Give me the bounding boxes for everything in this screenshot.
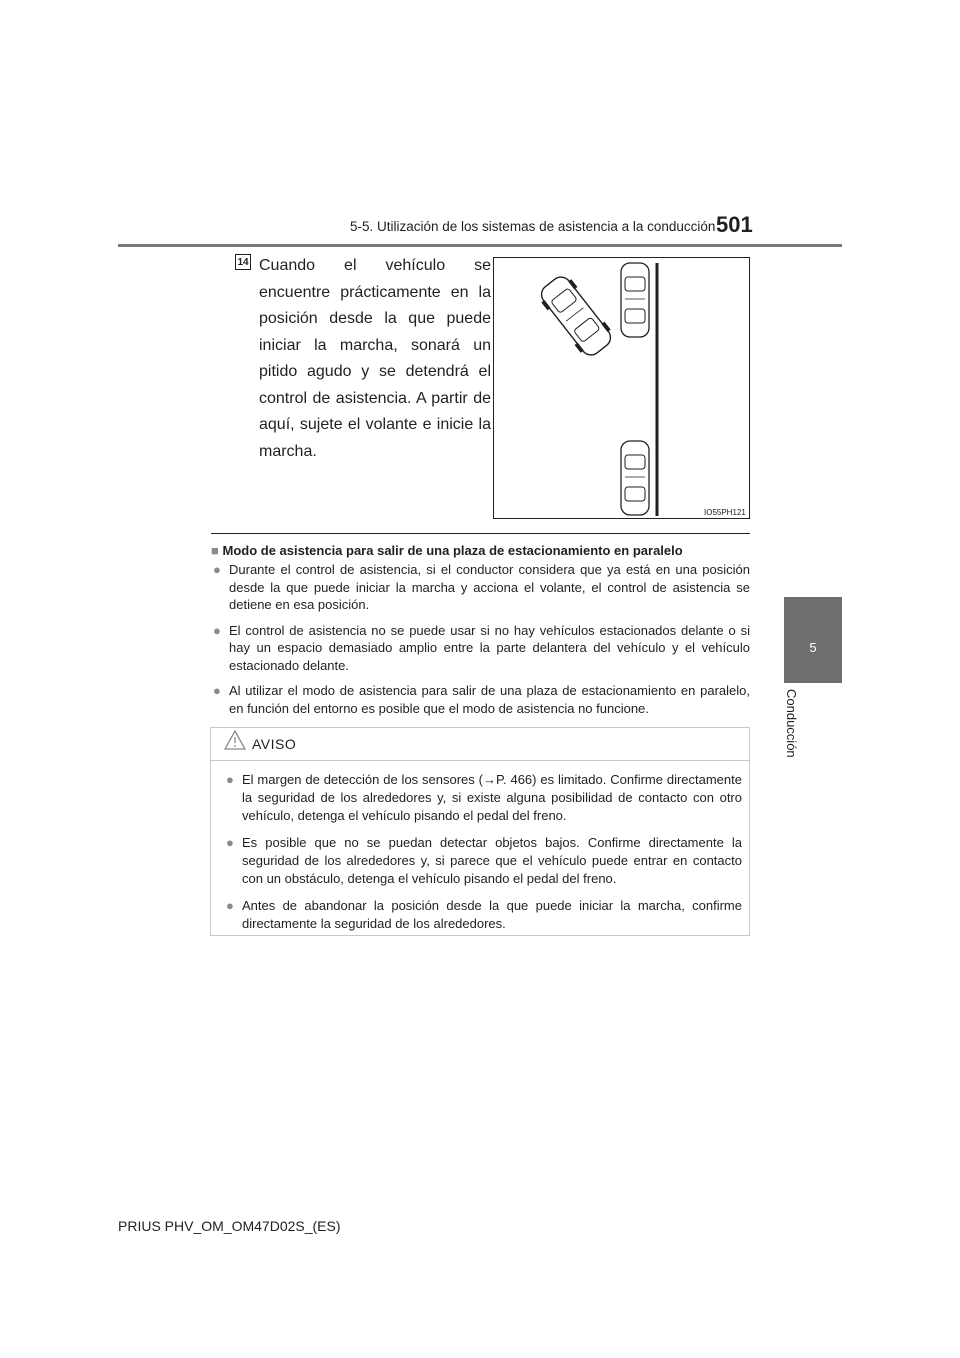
list-item	[226, 834, 742, 888]
bullet-dot-icon: ●	[213, 622, 221, 638]
list-item-text: Antes de abandonar la posición desde la que puede iniciar la marcha, confirme directamente la seguridad de los alrededores.	[242, 898, 742, 931]
section-heading-text: Modo de asistencia para salir de una plaza de estacionamiento en paralelo	[222, 543, 683, 558]
list-item-text: Al utilizar el modo de asistencia para salir de una plaza de estacionamiento en paralelo, en función del entorno es posible que el modo de asistencia no funcione.	[229, 683, 750, 716]
section-rule	[211, 533, 750, 534]
list-item-text: Es posible que no se puedan detectar objetos bajos. Confirme directamente la seguridad de los alrededores y, si parece que el vehículo puede entrar en contacto con un obstáculo, detenga el vehículo pisando el pedal del freno.	[242, 835, 742, 886]
list-item	[226, 897, 742, 933]
step-text: Cuando el vehículo se encuentre prácticamente en la posición desde la que puede iniciar la marcha, sonará un pitido agudo y se detendrá el control de asistencia. A partir de aquí, sujete el volante e inicie la marcha.	[259, 257, 491, 460]
list-item-text: El control de asistencia no se puede usar si no hay vehículos estacionados delante o si hay un espacio demasiado amplio entre la parte delantera del vehículo y el vehículo estacionado delante.	[229, 622, 750, 673]
list-item-text: El margen de detección de los sensores (→P. 466) es limitado. Confirme directamente la seguridad de los alrededores y, si existe alguna posibilidad de contacto con otro vehículo, detenga el vehículo pisando el pedal del freno.	[242, 772, 742, 823]
list-item-text: Durante el control de asistencia, si el conductor considera que ya está en una posición desde la que puede iniciar la marcha y acciona el volante, el control de asistencia se detiene en esa posición.	[229, 562, 750, 612]
header-rule	[118, 244, 842, 247]
section-heading	[211, 543, 683, 558]
section-bullet-list	[213, 561, 750, 725]
warning-triangle-icon	[224, 730, 246, 755]
parking-diagram	[494, 258, 749, 518]
warning-bullet-list	[226, 771, 742, 942]
square-bullet-icon: ■	[211, 543, 219, 558]
step-number-badge: 14	[235, 254, 251, 270]
bullet-dot-icon: ●	[213, 562, 221, 577]
list-item	[226, 771, 742, 825]
parked-car-icon	[621, 263, 649, 337]
list-item	[213, 622, 750, 675]
bullet-dot-icon: ●	[226, 835, 234, 850]
parking-illustration	[493, 257, 750, 519]
figure-code: IO55PH121	[704, 508, 746, 517]
bullet-dot-icon: ●	[226, 898, 234, 913]
bullet-dot-icon: ●	[226, 772, 234, 787]
warning-title: AVISO	[252, 736, 297, 752]
list-item	[213, 561, 750, 614]
list-item	[213, 682, 750, 717]
moving-car-icon	[535, 271, 617, 361]
page-number: 501	[716, 212, 753, 237]
bullet-dot-icon: ●	[213, 683, 221, 698]
parked-car-icon	[621, 441, 649, 515]
header-section-title: 5-5. Utilización de los sistemas de asistencia a la conducción	[350, 219, 716, 234]
chapter-tab-number: 5	[809, 640, 817, 655]
footer-document-code: PRIUS PHV_OM_OM47D02S_(ES)	[118, 1218, 341, 1234]
chapter-tab-label: Conducción	[784, 689, 799, 758]
chapter-tab-label-wrap	[786, 686, 806, 776]
